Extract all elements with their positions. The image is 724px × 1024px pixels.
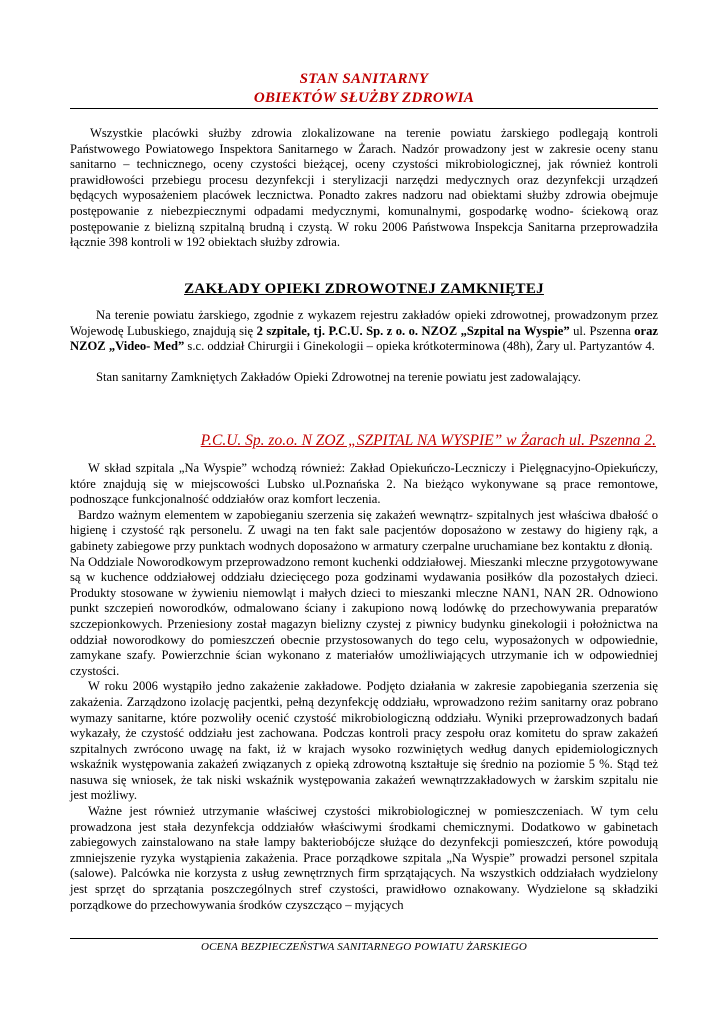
- hospital-paragraph-2: Bardzo ważnym elementem w zapobieganiu szerzenia się zakażeń wewnątrz- szpitalnych jest właściwa dbałość o higienę i czystość rąk personelu. Z uwagi na ten fakt sale pacjentów doposażono w zestawy do higieny rąk, a gabinety zabiegowe przy punktach wodnych doposażono w armatury czerpalne uruchamiane bez kontaktu z dłonią.: [70, 507, 658, 553]
- section-heading-zoz: ZAKŁADY OPIEKI ZDROWOTNEJ ZAMKNIĘTEJ: [184, 281, 544, 297]
- header-divider: [70, 108, 658, 109]
- hospital-body: [70, 461, 658, 913]
- hospital-paragraph-1: W skład szpitala „Na Wyspie” wchodzą również: Zakład Opiekuńczo-Leczniczy i Pielęgnacyjno-Opiekuńczy, które znajdują się w miejscowości Lubsko ul.Poznańska 2. Na bieżąco wykonywane są prace remontowe, podnoszące funkcjonalność oddziałów oraz komfort leczenia.: [70, 461, 658, 507]
- zoz-bold-hospitals: 2 szpitale, tj. P.C.U. Sp. z o. o. NZOZ „Szpital na Wyspie”: [256, 323, 570, 338]
- section-heading-hospital: P.C.U. Sp. zo.o. N ZOZ „SZPITAL NA WYSPIE” w Żarach ul. Pszenna 2.: [200, 432, 656, 449]
- zoz-status-paragraph: Stan sanitarny Zamkniętych Zakładów Opieki Zdrowotnej na terenie powiatu jest zadowalający.: [96, 370, 581, 384]
- intro-paragraph: Wszystkie placówki służby zdrowia zlokalizowane na terenie powiatu żarskiego podlegają kontroli Państwowego Powiatowego Inspektora Sanitarnego w Żarach. Nadzór prowadzony jest w zakresie oceny stanu sanitarno – technicznego, oceny czystości bieżącej, oceny czystości mikrobiologicznej, jak również kontroli prawidłowości przebiegu procesu dezynfekcji i sterylizacji narzędzi medycznych oraz dezynfekcji urządzeń będących wyposażeniem placówek lecznictwa. Ponadto zakres nadzoru nad obiektami służby zdrowia obejmuje postępowanie z niebezpiecznymi odpadami medycznymi, komunalnymi, gospodarkę wodno- ściekową oraz postępowanie z bielizną szpitalną brudną i czystą. W roku 2006 Państwowa Inspekcja Sanitarna przeprowadziła łącznie 398 kontroli w 192 obiektach służby zdrowia.: [70, 126, 658, 250]
- document-page: [70, 0, 658, 1024]
- zoz-text-1: Na terenie powiatu żarskiego, zgodnie z wykazem rejestru zakładów opieki zdrowotnej, prowadzonym przez Wojewodę Lubuskiego, znajdują się: [70, 308, 658, 338]
- hospital-paragraph-5: Ważne jest również utrzymanie właściwej czystości mikrobiologicznej w pomieszczeniach. W tym celu prowadzona jest stała dezynfekcja oddziałów właściwymi środkami chemicznymi. Dodatkowo w gabinetach zabiegowych zainstalowano na stałe lampy bakteriobójcze służące do dezynfekcji pomieszczeń, które powodują zmniejszenie ryzyka wystąpienia zakażenia. Prace porządkowe szpitala „Na Wyspie” prowadzi personel szpitala (salowe). Palcówka nie korzysta z usług zewnętrznych firm sprzątających. Na wszystkich oddziałach wydzielony jest sprzęt do sprzątania poszczególnych stref czystości, prawidłowo oznakowany. Wydzielone są składziki porządkowe do przechowywania środków czyszcząco – myjących: [70, 804, 658, 912]
- page-footer: OCENA BEZPIECZEŃSTWA SANITARNEGO POWIATU ŻARSKIEGO: [201, 941, 527, 953]
- zoz-bold-videomed: oraz NZOZ „Video- Med”: [70, 323, 658, 354]
- zoz-paragraph: [70, 308, 658, 355]
- document-title-line1: STAN SANITARNY: [299, 71, 429, 87]
- hospital-paragraph-4: W roku 2006 wystąpiło jedno zakażenie zakładowe. Podjęto działania w zakresie zapobiegania szerzenia się zakażenia. Zarządzono izolację pacjentki, pełną dezynfekcję oddziału, wprowadzono reżim sanitarny oraz pobrano wymazy sanitarne, które pozwoliły ocenić czystość mikrobiologiczną oddziału. Wyniki przeprowadzonych badań wykazały, że czystość oddziału jest zachowana. Podczas kontroli pracy zespołu oraz komitetu do spraw zakażeń szpitalnych zwrócono uwagę na fakt, iż w krajach wysoko rozwiniętych według danych epidemiologicznych wskaźnik występowania zakażeń związanych z opieką zdrowotną kształtuje się średnio na poziomie 5 %. Stąd też nasuwa się wniosek, że tak niski wskaźnik występowania zakażeń wewnątrzzakładowych w żarskim szpitalu nie jest możliwy.: [70, 679, 658, 803]
- hospital-paragraph-3: Na Oddziale Noworodkowym przeprowadzono remont kuchenki oddziałowej. Mieszanki mleczne przygotowywane są w kuchence oddziałowej oddziału dziecięcego poza godzinami wydawania posiłków dla pozostałych dzieci. Produkty stosowane w żywieniu niemowląt i małych dzieci to mieszanki mleczne NAN1, NAN 2R. Odnowiono punkt szczepień noworodków, odmalowano ściany i zakupiono nową lodówkę do przechowywania preparatów szczepionkowych. Przeniesiony został magazyn bielizny czystej z piwnicy budynku ginekologii i położnictwa na oddział noworodkowy do pomieszczeń obecnie przystosowanych do tego celu, wyposażonych w odpowiednie, zamykane szafy. Powierzchnie ścian wykonano z materiałów umożliwiających utrzymanie ich w odpowiedniej czystości.: [70, 554, 658, 678]
- footer-divider: [70, 938, 658, 939]
- zoz-text-2: ul. Pszenna: [569, 323, 635, 338]
- zoz-text-3: s.c. oddział Chirurgii i Ginekologii – opieka krótkoterminowa (48h), Żary ul. Partyzantów 4.: [184, 339, 655, 354]
- document-title-line2: OBIEKTÓW SŁUŻBY ZDROWIA: [253, 90, 475, 106]
